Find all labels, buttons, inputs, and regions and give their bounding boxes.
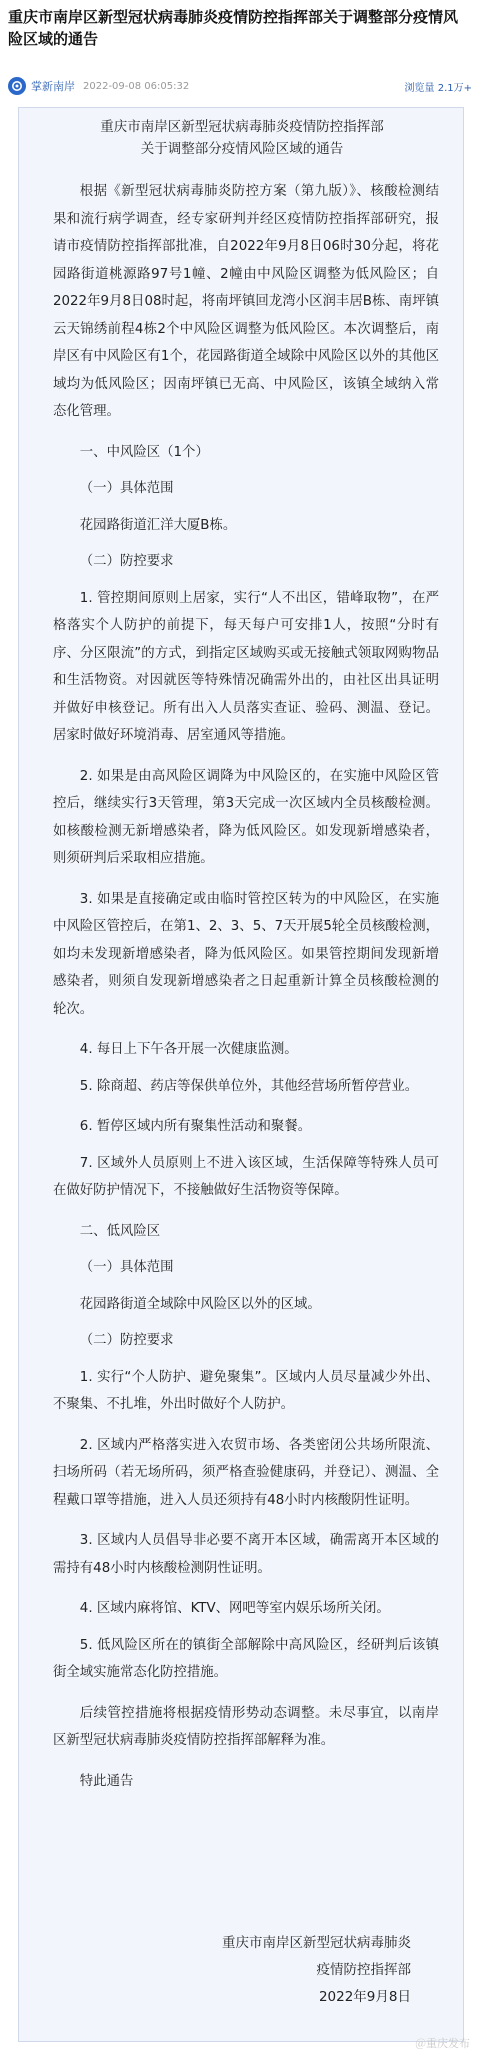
source-name[interactable]: 掌新南岸 (31, 80, 75, 93)
list-item: 1. 管控期间原则上居家，实行“人不出区，错峰取物”，在严格落实个人防护的前提下，每天每户可安排1人，按照“分时有序、分区限流”的方式，到指定区域购买或无接触式领取网购物品和生活物资。对因就医等特殊情况确需外出的，由社区出具证明并做好申核登记。所有出入人员落实查证、验码、测温、登记。居家时做好环境消毒、居室通风等措施。 (53, 590, 439, 743)
article-title: 重庆市南岸区新型冠状病毒肺炎疫情防控指挥部关于调整部分疫情风险区域的通告 (8, 8, 459, 48)
list-item: 3. 如果是直接确定或由临时管控区转为的中风险区，在实施中风险区管控后，在第1、2、3、5、7天开展5轮全员核酸检测，如均未发现新增感染者，降为低风险区。如果管控期间发现新增感染者，则须自发现新增感染者之日起重新计算全员核酸检测的轮次。 (53, 891, 439, 1017)
list-item: 2. 区域内严格落实进入农贸市场、各类密闭公共场所限流、扫场所码（若无场所码，须严格查验健康码，并登记）、测温、全程戴口罩等措施，进入人员还须持有48小时内核酸阴性证明。 (53, 1437, 439, 1508)
list-item: 4. 区域内麻将馆、KTV、网吧等室内娱乐场所关闭。 (79, 1601, 390, 1616)
notice-body (53, 178, 439, 1804)
list-item: 5. 除商超、药店等保供单位外，其他经营场所暂停营业。 (79, 1078, 419, 1094)
list-item: 2. 如果是由高风险区调降为中风险区的，在实施中风险区管控后，继续实行3天管理，第3天完成一次区域内全员核酸检测。如核酸检测无新增感染者，降为低风险区。如发现新增感染者，则须研判后采取相应措施。 (53, 768, 439, 866)
notice-title-line-2: 关于调整部分疫情风险区域的通告 (140, 141, 344, 157)
article-meta (8, 75, 472, 97)
list-item: 7. 区域外人员原则上不进入该区域，生活保障等特殊人员可在做好防护情况下，不接触做好生活物资等保障。 (53, 1155, 439, 1198)
list-item: 6. 暂停区域内所有聚集性活动和聚餐。 (79, 1119, 312, 1134)
paragraph: 花园路街道全域除中风险区以外的区域。 (79, 1296, 321, 1312)
section-heading: 一、中风险区（1个） (79, 444, 209, 460)
subsection-heading: （一）具体范围 (79, 481, 174, 496)
signature-org-line-1: 重庆市南岸区新型冠状病毒肺炎 (222, 1935, 411, 1951)
paragraph: 花园路街道汇洋大厦B栋。 (79, 517, 237, 533)
publish-time: 2022-09-08 06:05:32 (83, 80, 190, 92)
list-item: 4. 每日上下午各开展一次健康监测。 (79, 1042, 298, 1057)
paragraph: 根据《新型冠状病毒肺炎防控方案（第九版）》、核酸检测结果和流行病学调查，经专家研判并经区疫情防控指挥部研究，报请市疫情防控指挥部批准，自2022年9月8日06时30分起，将花园路街道桃源路97号1幢、2幢由中风险区调整为低风险区；自2022年9月8日08时起，将南坪镇回龙湾小区润丰居B栋、南坪镇云天锦绣前程4栋2个中风险区调整为低风险区。本次调整后，南岸区有中风险区有1个，花园路街道全域除中风险区以外的其他区域均为低风险区；因南坪镇已无高、中风险区，该镇全域纳入常态化管理。 (53, 184, 439, 419)
list-item: 1. 实行“个人防护、避免聚集”。区域内人员尽量减少外出、不聚集、不扎堆，外出时做好个人防护。 (53, 1369, 439, 1412)
app-logo-icon[interactable] (8, 77, 26, 95)
notice-document (18, 107, 464, 2042)
section-heading: 二、低风险区 (79, 1223, 161, 1239)
subsection-heading: （二）防控要求 (79, 1333, 174, 1348)
subsection-heading: （一）具体范围 (79, 1260, 174, 1275)
watermark: ＠重庆发布 (415, 2037, 470, 2050)
list-item: 5. 低风险区所在的镇街全部解除中高风险区，经研判后该镇街全域实施常态化防控措施。 (53, 1637, 439, 1680)
view-count: 浏览量 2.1万+ (404, 82, 472, 94)
paragraph: 后续管控措施将根据疫情形势动态调整。未尽事宜，以南岸区新型冠状病毒肺炎疫情防控指挥部解释为准。 (53, 1705, 439, 1748)
subsection-heading: （二）防控要求 (79, 554, 174, 569)
signature-block (181, 1930, 411, 2011)
signature-date: 2022年9月8日 (318, 1989, 411, 2005)
notice-title-line-1: 重庆市南岸区新型冠状病毒肺炎疫情防控指挥部 (100, 119, 384, 135)
notice-title (19, 116, 465, 160)
signature-org-line-2: 疫情防控指挥部 (316, 1962, 411, 1978)
list-item: 3. 区域内人员倡导非必要不离开本区域，确需离开本区域的需持有48小时内核酸检测阴性证明。 (53, 1533, 439, 1576)
closing-line: 特此通告 (79, 1773, 134, 1789)
